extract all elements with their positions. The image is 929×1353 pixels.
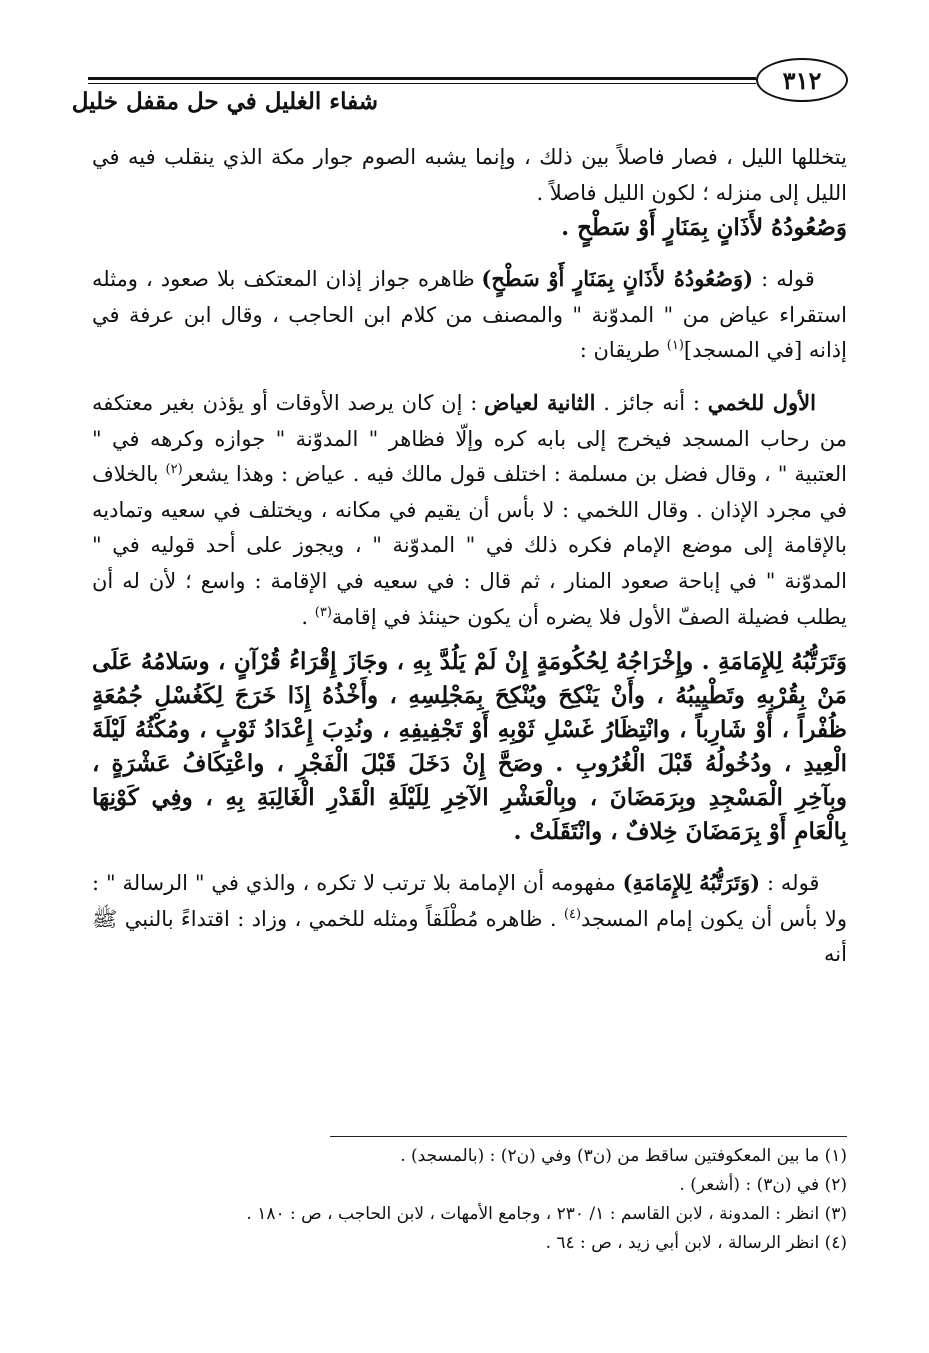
paragraph-text: مفهومه أن الإمامة بلا ترتب لا تكره ، والذي في " الرسالة " : ولا بأس أن يكون إمام المسجد bbox=[92, 871, 847, 931]
paragraph-text: : إن كان يرصد الأوقات أو يؤذن بغير معتكفه من رحاب المسجد فيخرج إلى بابه كره وإلّا فظاهر " المدوّنة " جوازه وكرهه في " العتبية " ، وقال فضل بن مسلمة : اختلف قول مالك فيه . عياض : وهذا يشعر bbox=[92, 390, 848, 487]
header-rule bbox=[88, 77, 756, 80]
matn-text: وَتَرَتُّبُهُ لِلإِمَامَةِ . وإِخْرَاجُهُ لِحُكُومَةٍ إِنْ لَمْ يَلُدَّ بِهِ ، وجَازَ إِقْرَاءُ قُرْآنٍ ، وسَلامُهُ عَلَى مَنْ بِقُرْبِهِ وتَطْيِيبُهُ ، وأَنْ يَنْكِحَ ويُنْكِحَ بِمَجْلِسِهِ ، وأَخْذُهُ إِذَا خَرَجَ لِكَغُسْلِ جُمُعَةٍ ظُفْراً ، أَوْ شَارِباً ، وانْتِظَارُ غَسْلِ ثَوْبِهِ أَوْ تَجْفِيفِهِ ، ونُدِبَ إِعْدَادُ ثَوْبٍ ، ومُكْثُهُ لَيْلَةَ الْعِيدِ ، ودُخُولُهُ قَبْلَ الْغُرُوبِ . وصَحَّ إِنْ دَخَلَ قَبْلَ الْفَجْرِ ، واعْتِكَافُ عَشْرَةٍ ، وبِآخِرِ الْمَسْجِدِ وبِرَمَضَانَ ، وبِالْعَشْرِ الآخِرِ لِلَيْلَةِ الْقَدْرِ الْغَالِبَةِ بِهِ ، وفِي كَوْنِهَا بِالْعَامِ أَوْ بِرَمَضَانَ خِلافٌ ، وانْتَقَلَتْ . bbox=[92, 648, 847, 846]
opinion-label: الأول للخمي bbox=[707, 389, 816, 415]
footnote: (٣) انظر : المدونة ، لابن القاسم : ١/ ٢٣٠ ، وجامع الأمهات ، لابن الحاجب ، ص : ١٨٠ . bbox=[246, 1204, 847, 1224]
matn-quote: (وَصُعُودُهُ لأَذَانٍ بِمَنَارٍ أَوْ سَطْحٍ) bbox=[481, 266, 754, 292]
paragraph-text: . bbox=[301, 604, 315, 629]
footnote-ref: (٣) bbox=[314, 604, 332, 620]
paragraph bbox=[92, 261, 847, 369]
paragraph: يتخللها الليل ، فصار فاصلاً بين ذلك ، وإنما يشبه الصوم جوار مكة الذي ينقلب فيه في الليل إلى منزله ؛ لكون الليل فاصلاً . bbox=[92, 145, 847, 205]
footnote: (٢) في (ن٣) : (أشعر) . bbox=[679, 1175, 847, 1195]
paragraph-text: . ظاهره مُطْلَقاً ومثله للخمي ، وزاد : اقتداءً بالنبي ﷺ أنه bbox=[92, 906, 847, 967]
book-title: شفاء الغليل في حل مقفل خليل bbox=[71, 88, 378, 115]
paragraph-text: : أنه جائز . bbox=[595, 390, 708, 415]
main-text bbox=[92, 140, 847, 973]
opinion-label: الثانية لعياض bbox=[483, 389, 596, 415]
page-header bbox=[71, 58, 848, 130]
header-rule-thin bbox=[88, 83, 756, 84]
paragraph-text: بالخلاف في مجرد الإذان . وقال اللخمي : لا بأس أن يقيم في مكانه ، ويختلف في سعيه وتماديه بالإقامة إلى موضع الإمام فكره ذلك في " المدوّنة " ، ويجوز على أحد قوليه في " المدوّنة " في إباحة صعود المنار ، ثم قال : في سعيه في الإقامة : واسع ؛ لأن له أن يطلب فضيلة الصفّ الأول فلا يضره أن يكون حينئذ في إقامة bbox=[92, 462, 847, 629]
paragraph-text: ظاهره جواز إذان المعتكف بلا صعود ، ومثله استقراء عياض من " المدوّنة " والمصنف من كلام ابن الحاجب ، وقال ابن عرفة في إذانه [في المسجد] bbox=[92, 267, 847, 363]
footnote: (١) ما بين المعكوفتين ساقط من (ن٣) وفي (ن٢) : (بالمسجد) . bbox=[400, 1146, 847, 1166]
paragraph-text: طريقان : bbox=[579, 338, 667, 363]
page-number: ٣١٢ bbox=[756, 58, 848, 102]
paragraph bbox=[92, 385, 847, 635]
footnote: (٤) انظر الرسالة ، لابن أبي زيد ، ص : ٦٤ . bbox=[545, 1233, 847, 1253]
matn-quote: (وَتَرَتُّبُهُ لِلإِمَامَةِ) bbox=[622, 870, 761, 896]
paragraph bbox=[92, 865, 847, 973]
footnote-ref: (٤) bbox=[563, 906, 582, 922]
matn-text: وَصُعُودُهُ لأَذَانٍ بِمَنَارٍ أَوْ سَطْحٍ . bbox=[561, 214, 847, 242]
footnotes bbox=[247, 1142, 847, 1258]
footnote-divider bbox=[330, 1136, 847, 1137]
paragraph-lead: قوله : bbox=[753, 267, 815, 292]
footnote-ref: (٢) bbox=[165, 462, 183, 478]
footnote-ref: (١) bbox=[666, 338, 684, 354]
paragraph-lead: قوله : bbox=[760, 871, 820, 896]
